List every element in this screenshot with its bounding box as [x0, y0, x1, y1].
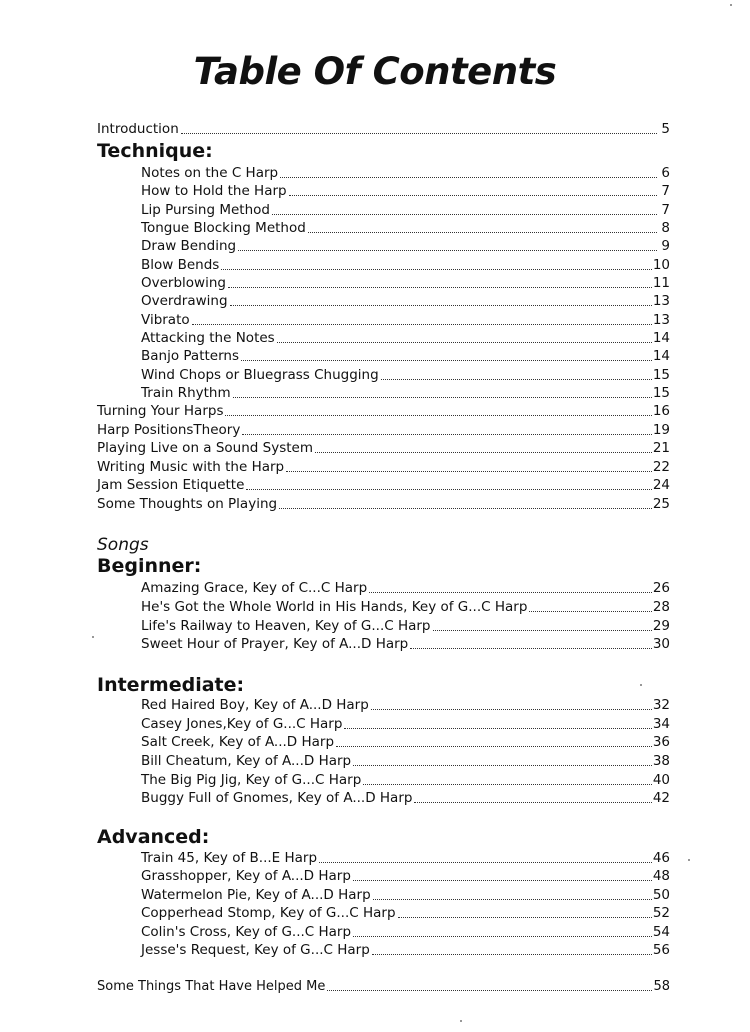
scan-speck — [730, 4, 732, 6]
entry-title: Watermelon Pie, Key of A...D Harp — [141, 887, 371, 903]
entry-title: Harp PositionsTheory — [97, 422, 241, 438]
scan-speck — [640, 684, 642, 686]
entry-page: 6 — [661, 165, 670, 181]
scan-speck — [92, 636, 94, 638]
entry-title: Salt Creek, Key of A...D Harp — [141, 734, 335, 750]
leader-dots — [289, 195, 657, 196]
entry-title: Jam Session Etiquette — [97, 477, 245, 493]
toc-entry[interactable] — [141, 275, 670, 292]
leader-dots — [225, 415, 651, 416]
songs-label: Songs — [97, 535, 149, 555]
entry-title: He's Got the Whole World in His Hands, Key of G...C Harp — [141, 599, 528, 615]
leader-dots — [221, 269, 651, 270]
leader-dots — [336, 746, 652, 747]
entry-page: 58 — [653, 979, 670, 994]
leader-dots — [344, 728, 651, 729]
entry-title: Bill Cheatum, Key of A...D Harp — [141, 753, 352, 769]
entry-page: 48 — [652, 868, 670, 884]
entry-title: Banjo Patterns — [141, 348, 239, 364]
leader-dots — [286, 471, 652, 472]
entry-title: Vibrato — [141, 312, 190, 328]
toc-entry[interactable] — [141, 580, 670, 597]
entry-title: Jesse's Request, Key of G...C Harp — [141, 942, 370, 958]
entry-page: 30 — [652, 636, 670, 652]
entry-page: 7 — [661, 202, 670, 218]
toc-entry[interactable] — [141, 367, 670, 384]
toc-entry[interactable] — [141, 238, 670, 255]
entry-title: Playing Live on a Sound System — [97, 440, 313, 456]
entry-title: Overdrawing — [141, 293, 228, 309]
toc-entry[interactable] — [141, 716, 670, 733]
leader-dots — [369, 592, 652, 593]
entry-title: Turning Your Harps — [97, 403, 224, 419]
leader-dots — [228, 287, 652, 288]
leader-dots — [353, 880, 652, 881]
entry-title: Buggy Full of Gnomes, Key of A...D Harp — [141, 790, 413, 806]
toc-entry[interactable] — [141, 636, 670, 653]
leader-dots — [433, 630, 652, 631]
entry-title: Train 45, Key of B...E Harp — [141, 850, 318, 866]
page-title: Table Of Contents — [193, 50, 557, 93]
entry-title: Notes on the C Harp — [141, 165, 279, 181]
leader-dots — [327, 990, 652, 991]
entry-title: Colin's Cross, Key of G...C Harp — [141, 924, 352, 940]
entry-page: 15 — [652, 385, 670, 401]
section-heading-intermediate: Intermediate: — [97, 674, 245, 696]
leader-dots — [233, 397, 652, 398]
leader-dots — [372, 954, 652, 955]
entry-page: 22 — [652, 459, 670, 475]
entry-title: Attacking the Notes — [141, 330, 275, 346]
leader-dots — [315, 452, 652, 453]
toc-entry[interactable] — [141, 330, 670, 347]
entry-page: 26 — [652, 580, 670, 596]
entry-page: 50 — [652, 887, 670, 903]
entry-title: Train Rhythm — [141, 385, 231, 401]
toc-entry[interactable] — [141, 772, 670, 789]
entry-title: Grasshopper, Key of A...D Harp — [141, 868, 351, 884]
toc-entry[interactable] — [141, 850, 670, 867]
leader-dots — [241, 360, 652, 361]
toc-entry[interactable] — [141, 618, 670, 635]
toc-entry[interactable] — [141, 942, 670, 959]
entry-title: Life's Railway to Heaven, Key of G...C Harp — [141, 618, 431, 634]
entry-page: 21 — [652, 440, 670, 456]
entry-page: 25 — [652, 496, 670, 512]
entry-page: 14 — [652, 348, 670, 364]
toc-entry[interactable] — [141, 868, 670, 885]
toc-entry[interactable] — [141, 734, 670, 751]
entry-title: Red Haired Boy, Key of A...D Harp — [141, 697, 369, 713]
entry-title: Amazing Grace, Key of C...C Harp — [141, 580, 368, 596]
toc-entry[interactable] — [141, 599, 670, 616]
entry-title: The Big Pig Jig, Key of G...C Harp — [141, 772, 362, 788]
entry-title: Blow Bends — [141, 257, 220, 273]
leader-dots — [192, 324, 652, 325]
toc-entry-closing[interactable] — [97, 978, 670, 995]
entry-title: Tongue Blocking Method — [141, 220, 306, 236]
entry-page: 5 — [661, 121, 670, 137]
toc-entry[interactable] — [97, 440, 670, 457]
entry-page: 16 — [652, 403, 670, 419]
entry-page: 54 — [652, 924, 670, 940]
leader-dots — [319, 862, 652, 863]
entry-title: Draw Bending — [141, 238, 237, 254]
toc-entry[interactable] — [97, 422, 670, 439]
toc-entry[interactable] — [141, 887, 670, 904]
leader-dots — [353, 765, 652, 766]
leader-dots — [181, 133, 657, 134]
leader-dots — [414, 802, 651, 803]
leader-dots — [272, 214, 657, 215]
entry-title: How to Hold the Harp — [141, 183, 287, 199]
entry-page: 10 — [652, 257, 670, 273]
toc-entry[interactable] — [141, 905, 670, 922]
entry-title: Lip Pursing Method — [141, 202, 270, 218]
entry-page: 46 — [652, 850, 670, 866]
toc-entry[interactable] — [141, 924, 670, 941]
entry-page: 13 — [652, 293, 670, 309]
entry-page: 8 — [661, 220, 670, 236]
toc-entry[interactable] — [141, 312, 670, 329]
entry-title: Sweet Hour of Prayer, Key of A...D Harp — [141, 636, 409, 652]
leader-dots — [242, 434, 651, 435]
leader-dots — [410, 648, 652, 649]
entry-page: 42 — [652, 790, 670, 806]
leader-dots — [529, 611, 651, 612]
leader-dots — [246, 489, 651, 490]
toc-entry[interactable] — [141, 165, 670, 182]
section-heading-beginner: Beginner: — [97, 555, 202, 577]
leader-dots — [363, 784, 652, 785]
toc-entry[interactable] — [141, 790, 670, 807]
entry-page: 7 — [661, 183, 670, 199]
toc-entry[interactable] — [97, 403, 670, 420]
leader-dots — [373, 899, 652, 900]
entry-title: Casey Jones,Key of G...C Harp — [141, 716, 343, 732]
entry-page: 11 — [652, 275, 670, 291]
leader-dots — [230, 305, 652, 306]
leader-dots — [398, 917, 652, 918]
entry-title: Some Things That Have Helped Me — [97, 979, 326, 994]
leader-dots — [381, 379, 652, 380]
scan-speck — [688, 859, 690, 861]
toc-entry[interactable] — [141, 257, 670, 274]
leader-dots — [277, 342, 652, 343]
entry-page: 24 — [652, 477, 670, 493]
leader-dots — [280, 177, 657, 178]
toc-entry[interactable] — [141, 293, 670, 310]
leader-dots — [238, 250, 657, 251]
entry-page: 28 — [652, 599, 670, 615]
entry-page: 36 — [652, 734, 670, 750]
entry-page: 14 — [652, 330, 670, 346]
toc-entry[interactable] — [141, 202, 670, 219]
entry-title: Introduction — [97, 121, 179, 137]
entry-page: 13 — [652, 312, 670, 328]
toc-entry[interactable] — [141, 753, 670, 770]
toc-entry-introduction[interactable] — [97, 121, 670, 138]
toc-entry[interactable] — [141, 697, 670, 714]
leader-dots — [279, 508, 652, 509]
entry-page: 52 — [652, 905, 670, 921]
toc-entry[interactable] — [97, 459, 670, 476]
entry-title: Wind Chops or Bluegrass Chugging — [141, 367, 379, 383]
leader-dots — [371, 709, 652, 710]
section-heading-advanced: Advanced: — [97, 826, 210, 848]
entry-title: Copperhead Stomp, Key of G...C Harp — [141, 905, 396, 921]
leader-dots — [308, 232, 657, 233]
toc-entry[interactable] — [141, 220, 670, 237]
entry-page: 29 — [652, 618, 670, 634]
entry-page: 15 — [652, 367, 670, 383]
toc-entry[interactable] — [97, 496, 670, 513]
toc-entry[interactable] — [97, 477, 670, 494]
toc-entry[interactable] — [141, 183, 670, 200]
scan-speck — [460, 1020, 462, 1022]
section-heading-technique: Technique: — [97, 140, 213, 162]
entry-page: 34 — [652, 716, 670, 732]
entry-title: Overblowing — [141, 275, 226, 291]
entry-page: 40 — [652, 772, 670, 788]
toc-entry[interactable] — [141, 385, 670, 402]
leader-dots — [353, 936, 652, 937]
entry-page: 32 — [652, 697, 670, 713]
entry-page: 56 — [652, 942, 670, 958]
entry-page: 9 — [661, 238, 670, 254]
entry-page: 38 — [652, 753, 670, 769]
entry-title: Some Thoughts on Playing — [97, 496, 278, 512]
toc-entry[interactable] — [141, 348, 670, 365]
entry-title: Writing Music with the Harp — [97, 459, 285, 475]
entry-page: 19 — [652, 422, 670, 438]
